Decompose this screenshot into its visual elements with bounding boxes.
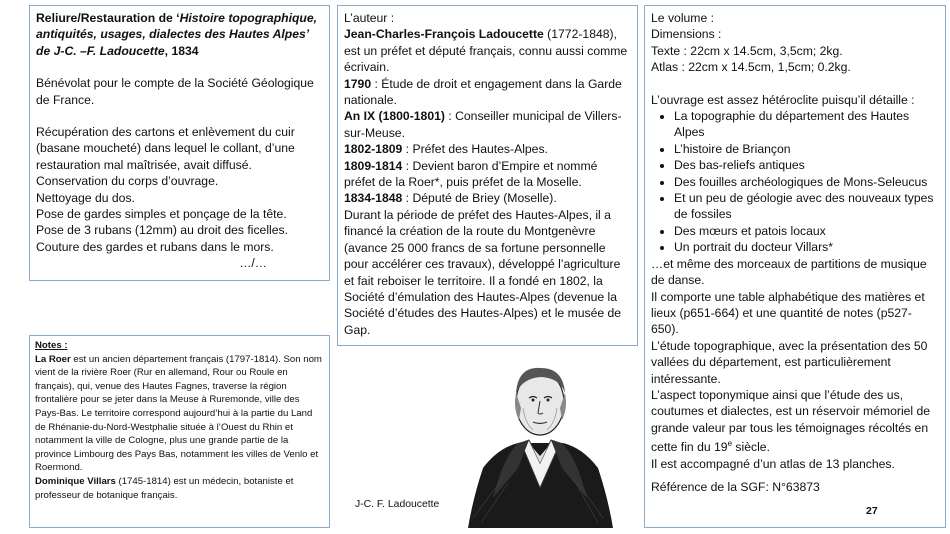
author-event: 1802-1809 : Préfet des Hautes-Alpes. xyxy=(344,142,548,157)
author-panel xyxy=(337,5,638,346)
restoration-title: Reliure/Restauration de ‘Histoire topographique, antiquités, usages, dialectes des Hautes Alpes’ de J-C. –F. Ladoucette, 1834 xyxy=(36,11,318,58)
dimensions-atlas: Atlas : 22cm x 14.5cm, 1,5cm; 0.2kg. xyxy=(651,60,851,75)
author-event: 1790 : Étude de droit et engagement dans la Garde nationale. xyxy=(344,76,622,108)
list-item: • Un portrait du docteur Villars* xyxy=(674,239,939,255)
note-villars: Dominique Villars (1745-1814) est un médecin, botaniste et professeur de botanique français. xyxy=(35,475,294,501)
author-summary: Durant la période de préfet des Hautes-Alpes, il a financé la création de la route du Montgenèvre (avance 25 000 francs de sa fortune personnelle pour accélérer ces travaux), développé l’agriculture et fait reboiser le territoire. Il a fondé en 1802, la Société d’émulation des Hautes-Alpes (devenue la Société d’études des Hautes-Alpes) et le musée de Gap. xyxy=(344,207,622,337)
volume-etude: L’étude topographique, avec la présentation des 50 vallées du département, est particulièrement intéressante. xyxy=(651,338,928,386)
list-item: • Des mœurs et patois locaux xyxy=(674,223,939,239)
page-number: 27 xyxy=(866,505,878,517)
dimensions-texte: Texte : 22cm x 14.5cm, 3,5cm; 2kg. xyxy=(651,43,843,58)
restoration-line: Pose de 3 rubans (12mm) au droit des ficelles. xyxy=(36,223,288,238)
restoration-line: Conservation du corps d’ouvrage. xyxy=(36,174,219,189)
contents-list xyxy=(651,108,939,256)
notes-panel xyxy=(29,335,330,528)
list-item: • Des fouilles archéologiques de Mons-Seleucus xyxy=(674,174,939,190)
volume-table: Il comporte une table alphabétique des matières et lieux (p651-664) et une quantité de notes (p527-650). xyxy=(651,289,925,337)
continuation-mark: …/… xyxy=(239,256,267,271)
author-event: An IX (1800-1801) : Conseiller municipal de Villers-sur-Meuse. xyxy=(344,109,622,140)
restoration-line: Récupération des cartons et enlèvement du cuir (basane moucheté) dans lequel le collant, d’une restauration mal maîtrisée, avait diffusé. xyxy=(36,125,295,172)
author-heading: L’auteur : xyxy=(344,11,395,25)
volume-heading: Le volume : xyxy=(651,11,715,25)
restoration-line: Pose de gardes simples et ponçage de la tête. xyxy=(36,207,287,222)
list-item: • La topographie du département des Hautes Alpes xyxy=(674,108,939,141)
volume-after: …et même des morceaux de partitions de musique de danse. xyxy=(651,256,927,288)
restoration-intro: Bénévolat pour le compte de la Société Géologique de France. xyxy=(36,76,314,107)
sgf-reference: Référence de la SGF: N°63873 xyxy=(651,480,820,495)
volume-intro: L’ouvrage est assez hétéroclite puisqu’il détaille : xyxy=(651,92,915,107)
note-roer: La Roer est un ancien département français (1797-1814). Son nom vient de la rivière Roer (Rur en allemand, Rour ou Roule en français), qui, venue des Hautes Fagnes, traverse la région frontalière pour se jeter dans la Meuse à Ruremonde, ville des Pays-Bas. Le territoire correspond aujourd’hui à la partie du Land de Rhénanie-du-Nord-Westphalie située à l’Ouest du Rhin et notamment la ville de Cologne, plus une grande partie de la province Limbourg des Pays Bas, notamment les villes de Venlo et Roermond. xyxy=(35,353,322,474)
author-portrait xyxy=(463,348,617,528)
notes-title: Notes : xyxy=(35,340,68,351)
volume-aspect: L’aspect toponymique ainsi que l’étude des us, coutumes et dialectes, est un réservoir mémoriel de grande valeur par tous les témoignages récoltés en cette fin du 19e siècle. xyxy=(651,387,931,455)
list-item: • Et un peu de géologie avec des nouveaux types de fossiles xyxy=(674,190,939,223)
restoration-panel xyxy=(29,5,330,281)
list-item: • L’histoire de Briançon xyxy=(674,141,939,157)
dimensions-label: Dimensions : xyxy=(651,27,722,42)
list-item: • Des bas-reliefs antiques xyxy=(674,157,939,173)
author-intro: Jean-Charles-François Ladoucette (1772-1848), est un préfet et député français, connu aussi comme écrivain. xyxy=(344,27,628,75)
volume-panel xyxy=(644,5,946,528)
author-event: 1834-1848 : Député de Briey (Moselle). xyxy=(344,191,557,206)
restoration-line: Nettoyage du dos. xyxy=(36,190,135,205)
author-event: 1809-1814 : Devient baron d’Empire et nommé préfet de la Roer*, puis préfet de la Moselle. xyxy=(344,158,598,190)
portrait-caption: J-C. F. Ladoucette xyxy=(355,499,440,510)
restoration-line: Couture des gardes et rubans dans le mors. xyxy=(36,239,274,254)
volume-atlas-note: Il est accompagné d’un atlas de 13 planches. xyxy=(651,456,895,471)
